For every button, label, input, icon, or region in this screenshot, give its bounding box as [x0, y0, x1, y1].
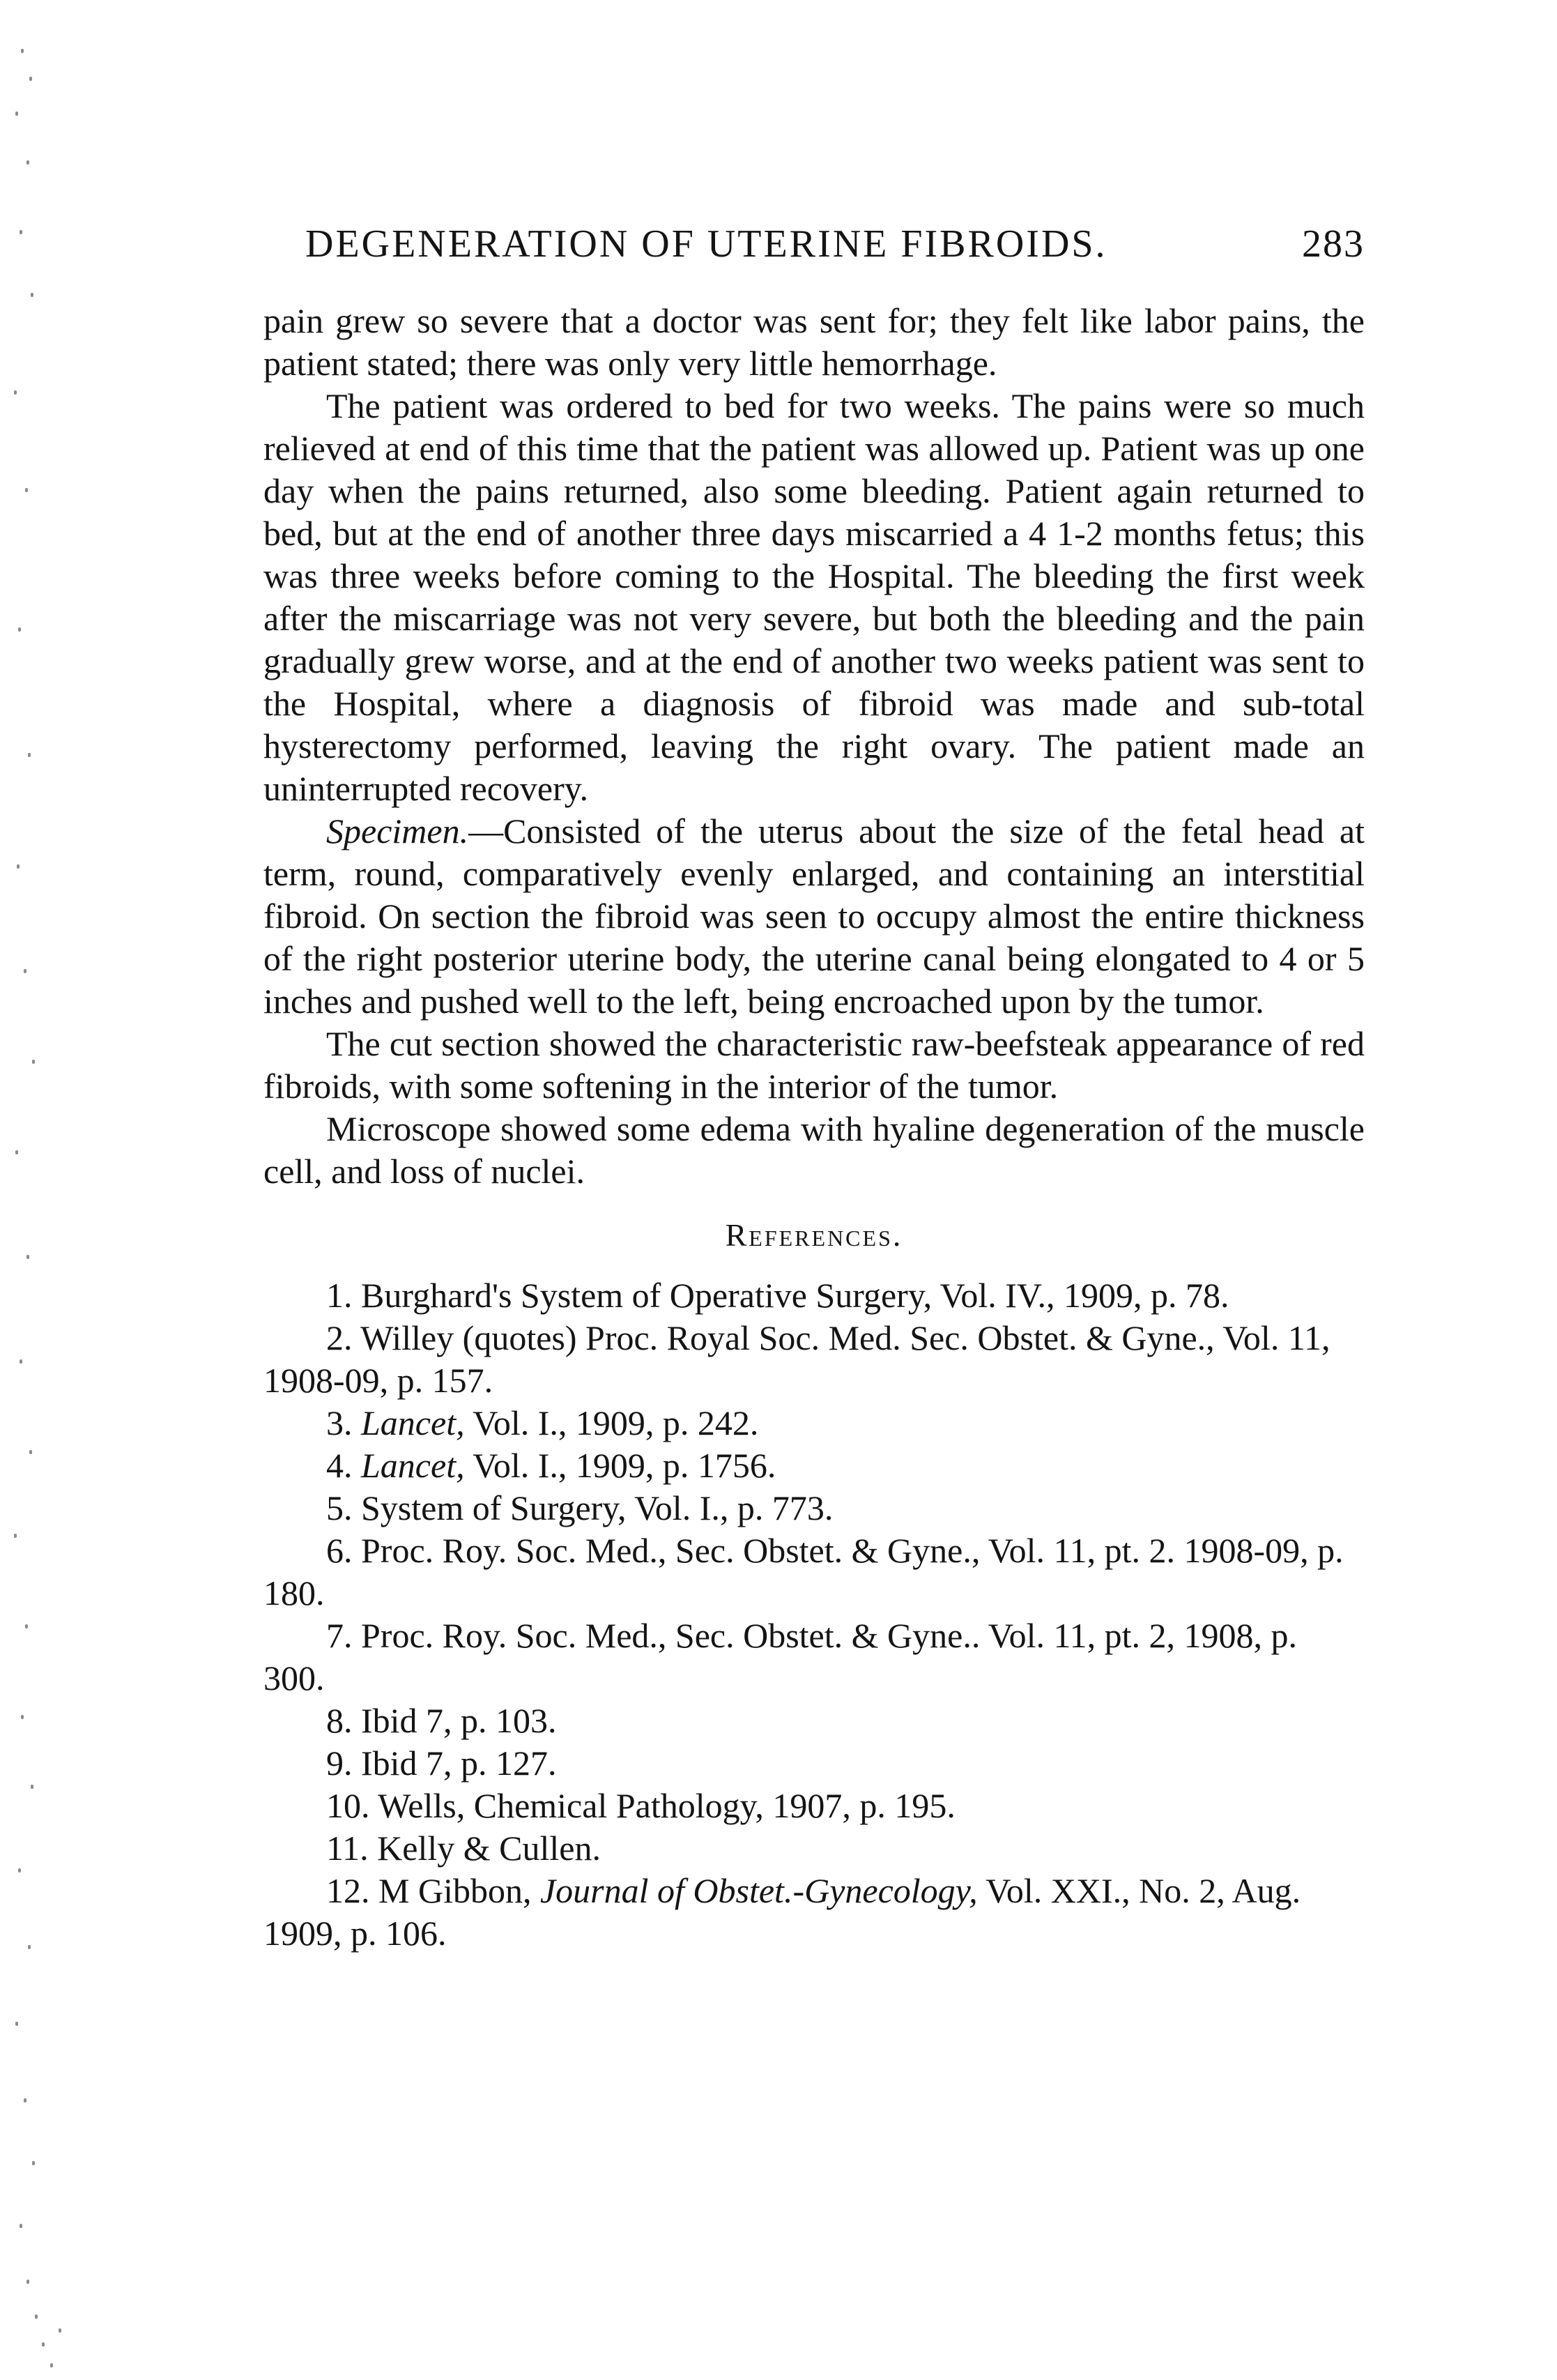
reference-number: 9.	[326, 1744, 353, 1783]
reference-item	[263, 1444, 1365, 1487]
scan-speck	[14, 1534, 17, 1538]
reference-text: Proc. Roy. Soc. Med., Sec. Obstet. & Gyne., Vol. 11, pt. 2. 1908-09, p. 180.	[263, 1531, 1344, 1612]
scan-speck	[26, 1255, 29, 1259]
references-list	[263, 1274, 1365, 1955]
reference-item	[263, 1487, 1365, 1530]
scan-speck	[35, 2314, 38, 2319]
reference-text: Proc. Roy. Soc. Med., Sec. Obstet. & Gyne.. Vol. 11, pt. 2, 1908, p. 300.	[263, 1616, 1298, 1698]
scan-speck	[15, 112, 18, 116]
scan-speck	[26, 160, 29, 165]
scan-speck	[21, 1715, 24, 1719]
scan-speck	[18, 627, 21, 632]
specimen-text: —Consisted of the uterus about the size of the fetal head at term, round, comparatively evenly enlarged, and containing an interstitial fibroid. On section the fibroid was seen to occupy almost the entire thickness of the right posterior uterine body, the uterine canal being elongated to 4 or 5 inches and pushed well to the left, being encroached upon by the tumor.	[263, 811, 1365, 1021]
reference-text-after: Vol. I., 1909, p. 242.	[464, 1403, 759, 1442]
scan-speck	[29, 77, 32, 81]
scan-speck	[42, 2342, 45, 2347]
scan-speck	[28, 1945, 31, 1949]
reference-text-after: Vol. I., 1909, p. 1756.	[464, 1446, 776, 1485]
scan-speck	[25, 1624, 28, 1628]
scan-speck	[20, 230, 22, 234]
page-body	[263, 300, 1365, 1955]
reference-text: Burghard's System of Operative Surgery, Vol. IV., 1909, p. 78.	[361, 1276, 1229, 1315]
reference-number: 3.	[326, 1403, 353, 1442]
page-number: 283	[1302, 222, 1365, 266]
scan-margin-noise	[0, 0, 125, 2380]
running-head: DEGENERATION OF UTERINE FIBROIDS.	[305, 222, 1107, 266]
scan-speck	[15, 1150, 18, 1154]
reference-number: 8.	[326, 1701, 353, 1740]
specimen-label: Specimen.	[326, 811, 469, 850]
scan-speck	[15, 2022, 18, 2026]
page-header	[305, 222, 1365, 270]
reference-item	[263, 1700, 1365, 1742]
references-heading: References.	[725, 1217, 903, 1253]
scan-speck	[28, 753, 31, 757]
reference-item	[263, 1274, 1365, 1317]
paragraph: The patient was ordered to bed for two weeks. The pains were so much relieved at end of this time that the patient was allowed up. Patient was up one day when the pains returned, also some bleeding. Patient again returned to bed, but at the end of another three days miscarried a 4 1-2 months fetus; this was three weeks before coming to the Hospital. The bleeding the first week after the miscarriage was not very severe, but both the bleeding and the pain gradually grew worse, and at the end of another two weeks patient was sent to the Hospital, where a diagnosis of fibroid was made and sub-total hysterectomy performed, leaving the right ovary. The patient made an uninterrupted recovery.	[263, 386, 1365, 808]
reference-number: 12.	[326, 1871, 370, 1910]
reference-text: M Gibbon,	[378, 1871, 540, 1910]
scan-speck	[25, 488, 28, 492]
scan-speck	[32, 1060, 35, 1064]
scan-speck	[20, 2224, 22, 2228]
reference-text-after: Vol. XXI., No. 2, Aug. 1909, p. 106.	[263, 1871, 1301, 1953]
scan-speck	[17, 864, 20, 869]
paragraph: The cut section showed the characteristic raw-beefsteak appearance of red fibroids, with some softening in the interior of the tumor.	[263, 1024, 1365, 1106]
scan-speck	[20, 1359, 22, 1364]
scan-speck	[29, 1450, 32, 1454]
reference-text: Kelly & Cullen.	[377, 1829, 601, 1868]
scan-speck	[31, 293, 33, 297]
reference-number: 1.	[326, 1276, 353, 1315]
scan-speck	[26, 2280, 29, 2284]
specimen-paragraph	[263, 810, 1365, 1023]
scan-speck	[14, 390, 17, 395]
reference-text: Ibid 7, p. 127.	[361, 1744, 557, 1783]
reference-number: 4.	[326, 1446, 353, 1485]
reference-item	[263, 1402, 1365, 1444]
reference-italic: Journal of Obstet.-Gynecology,	[539, 1871, 978, 1910]
scan-speck	[50, 2363, 53, 2367]
reference-number: 5.	[326, 1488, 353, 1527]
scan-speck	[24, 969, 26, 973]
reference-item	[263, 1785, 1365, 1827]
reference-number: 7.	[326, 1616, 353, 1655]
reference-number: 11.	[326, 1829, 369, 1868]
paragraph: Microscope showed some edema with hyaline degeneration of the muscle cell, and loss of nuclei.	[263, 1109, 1365, 1191]
reference-text: Willey (quotes) Proc. Royal Soc. Med. Sec. Obstet. & Gyne., Vol. 11, 1908-09, p. 157.	[263, 1318, 1330, 1400]
scan-speck	[32, 2161, 35, 2165]
reference-italic: Lancet,	[361, 1403, 465, 1442]
reference-item	[263, 1870, 1365, 1955]
reference-italic: Lancet,	[361, 1446, 465, 1485]
scan-speck	[59, 2328, 61, 2333]
reference-number: 10.	[326, 1786, 370, 1825]
scan-speck	[31, 1785, 33, 1789]
reference-text: Wells, Chemical Pathology, 1907, p. 195.	[378, 1786, 956, 1825]
reference-text: System of Surgery, Vol. I., p. 773.	[361, 1488, 834, 1527]
reference-number: 6.	[326, 1531, 353, 1570]
scan-speck	[24, 2098, 26, 2103]
reference-text: Ibid 7, p. 103.	[361, 1701, 557, 1740]
reference-item	[263, 1317, 1365, 1402]
paragraph: pain grew so severe that a doctor was sent for; they felt like labor pains, the patient stated; there was only very little hemorrhage.	[263, 301, 1365, 383]
reference-item	[263, 1530, 1365, 1615]
reference-item	[263, 1827, 1365, 1870]
scan-speck	[18, 1868, 21, 1872]
reference-number: 2.	[326, 1318, 353, 1357]
reference-item	[263, 1615, 1365, 1700]
scan-speck	[21, 49, 24, 53]
reference-item	[263, 1742, 1365, 1785]
